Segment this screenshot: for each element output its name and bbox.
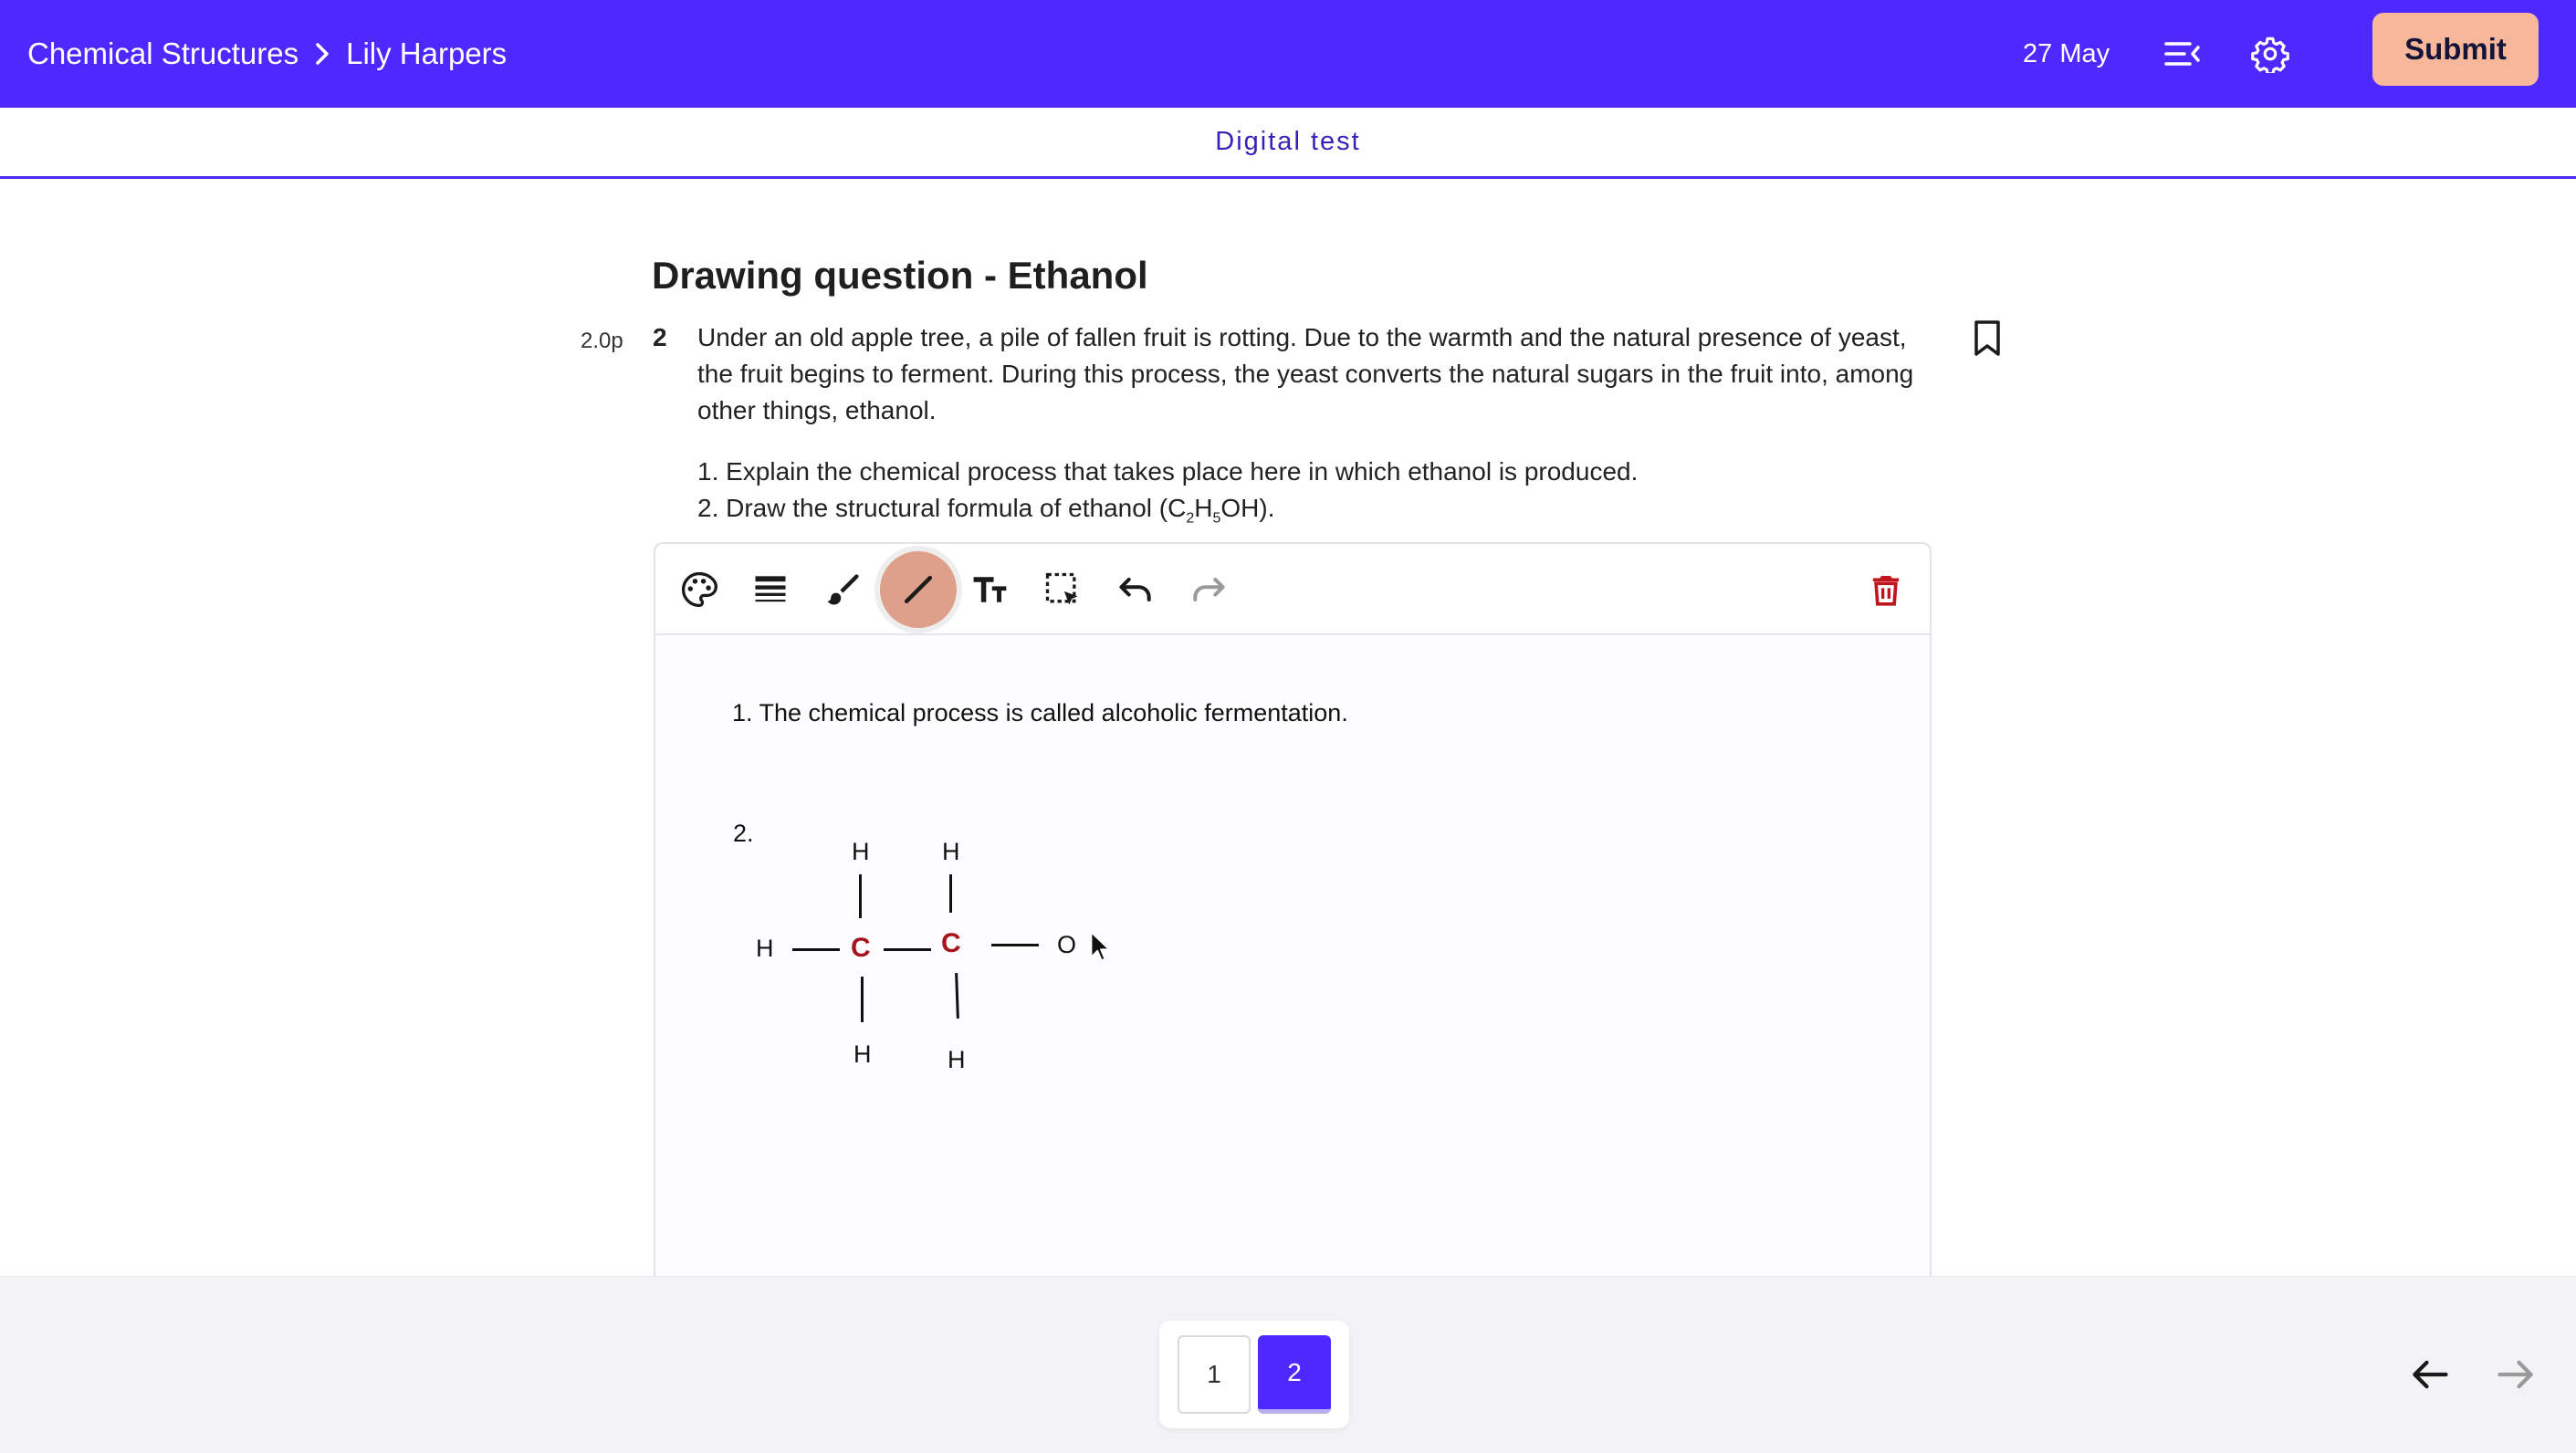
task2-mid: H <box>1194 494 1213 522</box>
delete-icon[interactable] <box>1859 562 1913 617</box>
bond-c2-htop <box>949 874 952 913</box>
question-points: 2.0p <box>581 329 623 353</box>
atom-h-left: H <box>756 935 774 962</box>
task2-sub2: 5 <box>1212 510 1221 527</box>
bookmark-icon[interactable] <box>1972 319 2003 358</box>
question-task-2 <box>697 490 1939 538</box>
bond-c2-hbot <box>955 973 959 1019</box>
breadcrumb <box>27 0 507 108</box>
arrow-left-icon[interactable] <box>2403 1347 2457 1402</box>
atom-h-bottom-2: H <box>948 1046 966 1073</box>
answer-label-2: 2. <box>733 820 754 847</box>
bond-c2-o <box>991 944 1039 946</box>
bond-c1-c2 <box>884 948 931 951</box>
page-button-2[interactable]: 2 <box>1258 1335 1331 1414</box>
pagination <box>1159 1321 1349 1428</box>
cursor-icon <box>1090 931 1112 968</box>
test-type-bar <box>0 108 2576 179</box>
bond-hleft-c1 <box>792 948 840 951</box>
submit-button[interactable]: Submit <box>2372 13 2539 86</box>
task2-prefix: 2. Draw the structural formula of ethanol (C <box>697 494 1187 522</box>
brush-icon[interactable] <box>816 562 871 617</box>
question-tasks <box>697 454 1939 538</box>
page-button-1[interactable]: 1 <box>1178 1335 1251 1414</box>
line-icon[interactable] <box>880 551 957 628</box>
atom-h-bottom-1: H <box>853 1040 872 1068</box>
redo-icon[interactable] <box>1181 562 1236 617</box>
answer-text-1: 1. The chemical process is called alcoholic fermentation. <box>732 699 1348 726</box>
select-icon[interactable] <box>1035 562 1090 617</box>
undo-icon[interactable] <box>1108 562 1163 617</box>
question-title: Drawing question - Ethanol <box>652 254 1148 297</box>
test-type-label: Digital test <box>1215 127 1361 156</box>
task2-sub1: 2 <box>1186 510 1195 527</box>
palette-icon[interactable] <box>672 562 727 617</box>
question-text: Under an old apple tree, a pile of fallen fruit is rotting. Due to the warmth and the natural presence of yeast, the fruit begins to ferment. During this process, the yeast converts the natural sugars in the fruit into, among other things, ethanol. <box>697 323 1914 424</box>
date-label: 27 May <box>2023 38 2110 68</box>
atom-o: O <box>1057 931 1077 958</box>
top-bar <box>0 0 2576 108</box>
breadcrumb-student[interactable]: Lily Harpers <box>346 37 508 70</box>
gear-icon[interactable] <box>2244 27 2297 80</box>
atom-c2: C <box>941 928 961 958</box>
line-weight-icon[interactable] <box>743 562 798 617</box>
breadcrumb-course[interactable]: Chemical Structures <box>27 37 299 70</box>
question-task-1: 1. Explain the chemical process that takes place here in which ethanol is produced. <box>697 457 1639 486</box>
bond-c1-hbot <box>861 977 864 1022</box>
bond-c1-htop <box>859 874 862 918</box>
question-number: 2 <box>653 323 667 351</box>
collapse-menu-icon[interactable] <box>2156 27 2209 80</box>
text-icon[interactable] <box>962 562 1017 617</box>
atom-c1: C <box>851 933 871 963</box>
atom-h-top-1: H <box>852 838 870 865</box>
chevron-right-icon <box>313 41 331 67</box>
atom-h-top-2: H <box>942 838 960 865</box>
task2-suffix: OH). <box>1220 494 1275 522</box>
arrow-right-icon[interactable] <box>2488 1347 2543 1402</box>
drawing-toolbar <box>655 544 1930 635</box>
